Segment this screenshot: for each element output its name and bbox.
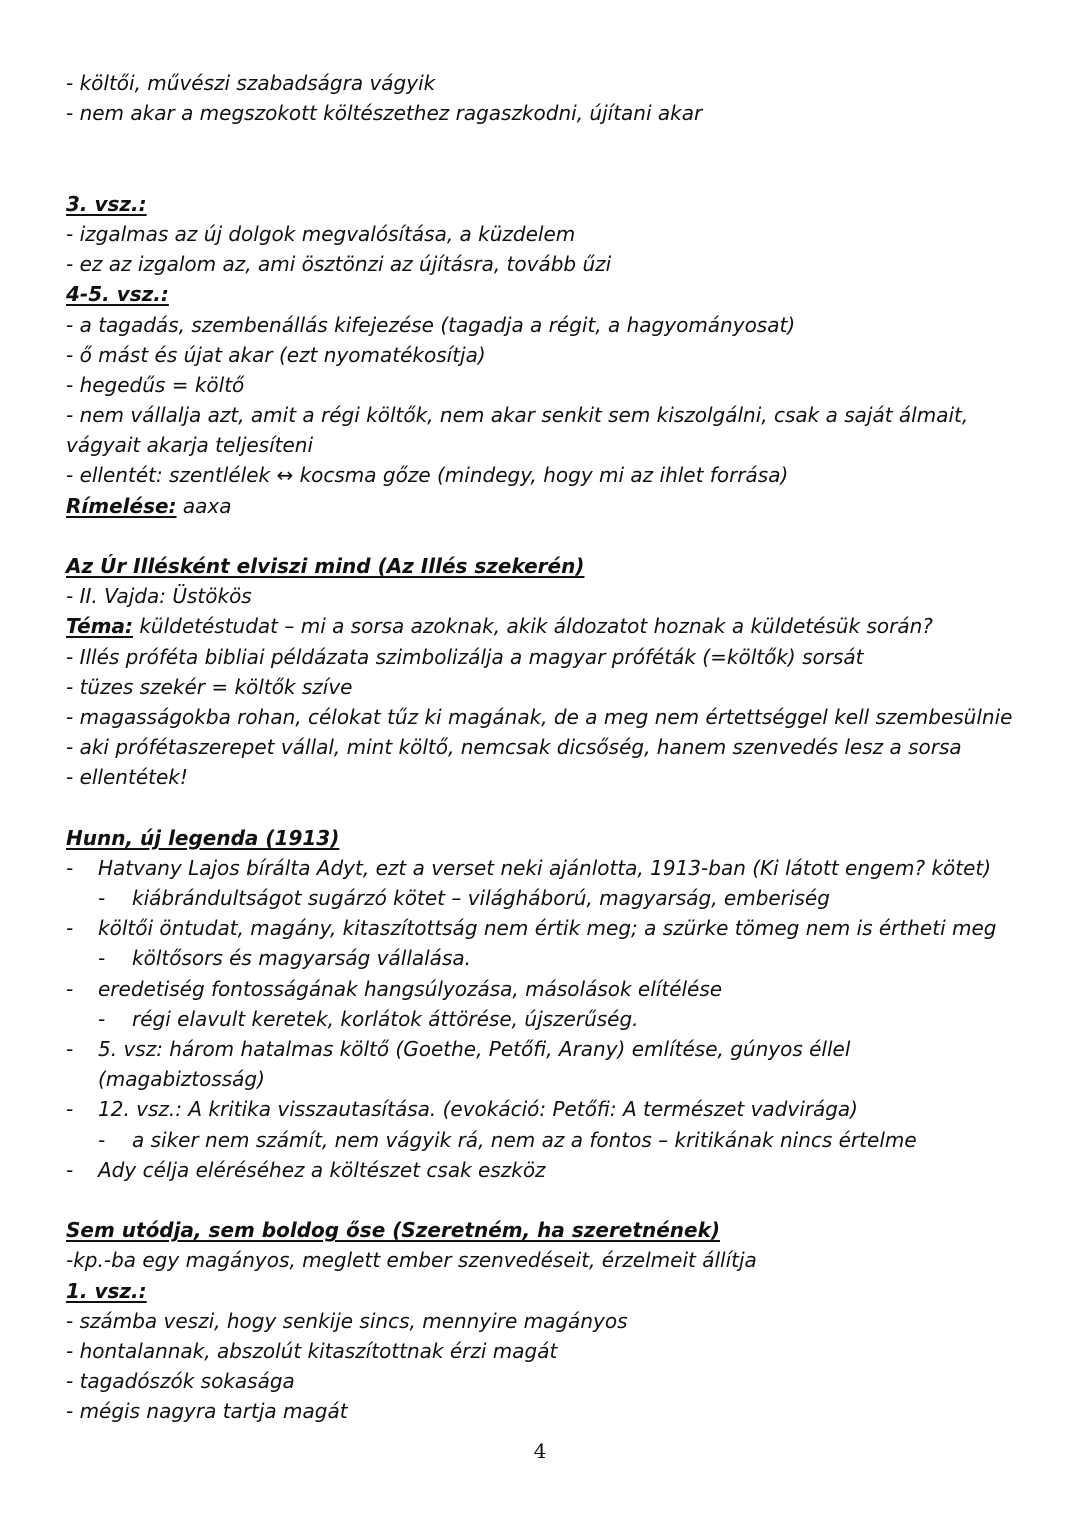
bullet-dash: - bbox=[98, 1127, 106, 1152]
rhyme-line bbox=[66, 491, 1026, 521]
page-content bbox=[66, 68, 1026, 1426]
bullet-text: Hatvany Lajos bírálta Adyt, ezt a verset neki ajánlotta, 1913-ban (Ki látott engem? kötet) bbox=[98, 855, 992, 880]
bullet-item bbox=[66, 1034, 1026, 1064]
bullet-text: 12. vsz.: A kritika visszautasítása. (evokáció: Petőfi: A természet vadvirága) bbox=[98, 1097, 858, 1122]
bullet-text: kiábrándultságot sugárzó kötet – világháború, magyarság, emberiség bbox=[132, 886, 830, 911]
bullet-item bbox=[66, 1155, 1026, 1185]
text-line: vágyait akarja teljesíteni bbox=[66, 433, 314, 458]
text-line: - II. Vajda: Üstökös bbox=[66, 584, 252, 609]
bullet-dash: - bbox=[98, 886, 106, 911]
bullet-text: eredetiség fontosságának hangsúlyozása, másolások elítélése bbox=[98, 976, 723, 1001]
text-line: - Illés próféta bibliai példázata szimbolizálja a magyar próféták (=költők) sorsát bbox=[66, 644, 864, 669]
text-line: - költői, művészi szabadságra vágyik bbox=[66, 71, 436, 95]
sub-bullet-item bbox=[66, 883, 1026, 913]
bullet-dash: - bbox=[66, 916, 74, 941]
text-line: - nem vállalja azt, amit a régi költők, nem akar senkit sem kiszolgálni, csak a saját álmait, bbox=[66, 403, 969, 428]
theme-label: Téma: bbox=[66, 614, 133, 639]
text-line: - ellentétek! bbox=[66, 765, 188, 790]
text-line: - tüzes szekér = költők szíve bbox=[66, 674, 353, 699]
sub-bullet-item bbox=[66, 1004, 1026, 1034]
page-number: 4 bbox=[533, 1439, 547, 1463]
rhyme-label: Rímelése: bbox=[66, 493, 177, 518]
sub-bullet-item bbox=[66, 1125, 1026, 1155]
text-line: - nem akar a megszokott költészethez ragaszkodni, újítani akar bbox=[66, 101, 703, 126]
stanza-label: 4-5. vsz.: bbox=[66, 282, 169, 307]
section-title: Az Úr Illésként elviszi mind (Az Illés szekerén) bbox=[66, 554, 585, 579]
bullet-dash: - bbox=[98, 946, 106, 971]
bullet-text: költői öntudat, magány, kitaszítottság nem értik meg; a szürke tömeg nem is értheti meg bbox=[98, 916, 997, 941]
section-title: Sem utódja, sem boldog őse (Szeretném, ha szeretnének) bbox=[66, 1218, 721, 1243]
bullet-dash: - bbox=[66, 855, 74, 880]
text-line: - izgalmas az új dolgok megvalósítása, a küzdelem bbox=[66, 221, 576, 246]
bullet-dash: - bbox=[66, 976, 74, 1001]
text-line: - számba veszi, hogy senkije sincs, mennyire magányos bbox=[66, 1308, 628, 1333]
theme-line bbox=[66, 611, 1026, 641]
theme-value: küldetéstudat – mi a sorsa azoknak, akik áldozatot hoznak a küldetésük során? bbox=[132, 614, 933, 639]
text-line: - ő mást és újat akar (ezt nyomatékosítja) bbox=[66, 342, 486, 367]
bullet-dash: - bbox=[66, 1037, 74, 1062]
bullet-item bbox=[66, 974, 1026, 1004]
bullet-dash: - bbox=[98, 1006, 106, 1031]
bullet-text: régi elavult keretek, korlátok áttörése, újszerűség. bbox=[132, 1006, 639, 1031]
stanza-label: 1. vsz.: bbox=[66, 1278, 147, 1303]
rhyme-value: aaxa bbox=[176, 493, 232, 518]
stanza-label: 3. vsz.: bbox=[66, 191, 147, 216]
sub-bullet-item bbox=[66, 943, 1026, 973]
text-line: - hontalannak, abszolút kitaszítottnak érzi magát bbox=[66, 1338, 558, 1363]
text-line: - mégis nagyra tartja magát bbox=[66, 1399, 348, 1424]
bullet-dash: - bbox=[66, 1097, 74, 1122]
text-line: - ez az izgalom az, ami ösztönzi az újításra, tovább űzi bbox=[66, 252, 612, 277]
text-line: - ellentét: szentlélek ↔ kocsma gőze (mindegy, hogy mi az ihlet forrása) bbox=[66, 463, 789, 488]
text-line: - a tagadás, szembenállás kifejezése (tagadja a régit, a hagyományosat) bbox=[66, 312, 796, 337]
bullet-continuation: (magabiztosság) bbox=[98, 1067, 265, 1092]
bullet-item bbox=[66, 853, 1026, 883]
text-line: -kp.-ba egy magányos, meglett ember szenvedéseit, érzelmeit állítja bbox=[66, 1248, 757, 1273]
section-title: Hunn, új legenda (1913) bbox=[66, 825, 340, 850]
text-line: - magasságokba rohan, célokat tűz ki magának, de a meg nem értettséggel kell szembesülnie bbox=[66, 704, 1013, 729]
text-line: - aki prófétaszerepet vállal, mint költő, nemcsak dicsőség, hanem szenvedés lesz a sorsa bbox=[66, 735, 962, 760]
bullet-item bbox=[66, 913, 1026, 943]
bullet-text: 5. vsz: három hatalmas költő (Goethe, Petőfi, Arany) említése, gúnyos éllel bbox=[98, 1037, 851, 1062]
bullet-item bbox=[66, 1094, 1026, 1124]
bullet-dash: - bbox=[66, 1157, 74, 1182]
bullet-text: Ady célja eléréséhez a költészet csak eszköz bbox=[98, 1157, 546, 1182]
text-line: - tagadószók sokasága bbox=[66, 1369, 295, 1394]
bullet-text: a siker nem számít, nem vágyik rá, nem az a fontos – kritikának nincs értelme bbox=[132, 1127, 917, 1152]
bullet-text: költősors és magyarság vállalása. bbox=[132, 946, 471, 971]
text-line: - hegedűs = költő bbox=[66, 372, 245, 397]
